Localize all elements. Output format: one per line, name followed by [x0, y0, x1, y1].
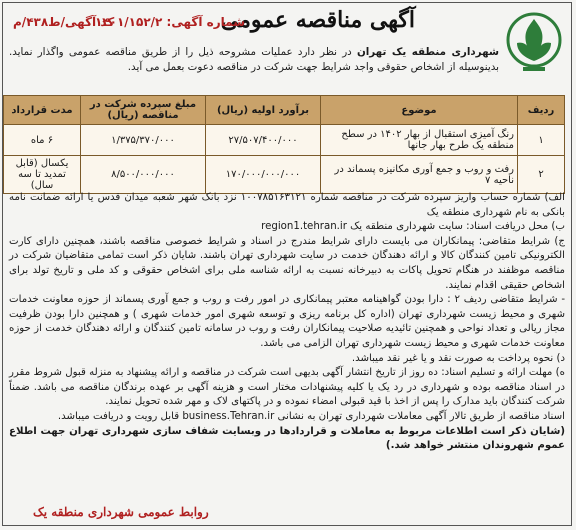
table-header-row — [4, 96, 565, 125]
notice-header — [9, 7, 565, 45]
notice-title: آگهی مناقصه عمومی — [220, 7, 415, 33]
cell-deposit: ۸/۵۰۰/۰۰۰/۰۰۰ — [81, 156, 206, 194]
payment-method-paragraph: د) نحوه پرداخت به صورت نقد و یا غیر نقد میباشد. — [351, 352, 565, 364]
notice-code: کد آگهی/ط۴۳۸/م — [13, 15, 115, 29]
col-duration: مدت قرارداد — [4, 96, 81, 125]
notice-number: شماره آگهی: ۱۴۰۱/۱۵۲/۲ — [94, 15, 245, 29]
intro-paragraph — [9, 45, 499, 75]
cell-row: ۲ — [518, 156, 565, 194]
notice-body — [9, 191, 565, 454]
table-row — [4, 125, 565, 156]
col-row: ردیف — [518, 96, 565, 125]
tender-table — [3, 95, 565, 194]
col-subject: موضوع — [321, 96, 518, 125]
row2-conditions-paragraph: - شرایط متقاضی ردیف ۲ : دارا بودن گواهینامه معتبر پیمانکاری در امور رفت و روب و جمع آوری پسماند از حوزه معاونت خدمات شهری و محیط زیست شهرداری تهران (اداره کل برنامه ریزی و توسعه شهری امور خدمات شهری ) و همچنین دارا بودن ظرفیت مجاز ریالی و تعداد نواحی و همچنین تائیدیه صلاحیت پیمانکاران رفت و روب در سامانه تامین کنندگان و ارائه دهندگان خدمت از حوزه معاونت خدمات شهری و محیط زیست شهرداری تهران الزامی می باشد. — [9, 294, 566, 349]
deadline-paragraph: ه) مهلت ارائه و تسلیم اسناد: ده روز از تاریخ انتشار آگهی بدیهی است شرکت در مناقصه و ارائه پیشنهاد به منزله قبول شروط مقرر در اسناد مناقصه بوده و شهرداری در رد یک یا کلیه پیشنهادات مختار است و هزینه آگهی بر عهده برندگان مناقصه می باشد. ضمناً شرکت کنندگان باید مدارک را پس از اخذ با قید قبولی امضاء نموده و در پاکتهای لاک و مهر شده تحویل نمایند. — [9, 367, 565, 408]
footer-signature: روابط عمومی شهرداری منطقه یک — [33, 505, 209, 519]
intro-lead: شهرداری منطقه یک تهران — [356, 46, 499, 58]
cell-estimate: ۲۷/۵۰۷/۴۰۰/۰۰۰ — [206, 125, 321, 156]
applicant-conditions-paragraph: ج) شرایط متقاضی: پیمانکاران می بایست دارای شرایط مندرج در اسناد و شرایط خصوصی مناقصه باشند، همچنین دارای کارت الکترونیکی تامین کنندگان کالا و ارائه دهندگان خدمت در سایت شهرداری تهران باشند. شایان ذکر است تمامی متقاضیان شرکت در مناقصه موظفند در هنگام تحویل پاکات به دبیرخانه نسبت به ارائه شناسه ملی برای اشخاص حقوقی و کد ملی و تاریخ تولد برای اشخاص حقیقی اقدام نمایند. — [9, 235, 565, 291]
tehran-municipality-logo-icon — [505, 11, 563, 73]
documents-location-paragraph: ب) محل دریافت اسناد: سایت شهرداری منطقه یک region1.tehran.ir — [261, 221, 565, 233]
intro-text: در نظر دارد عملیات مشروحه ذیل را از طریق مناقصه عمومی واگذار نماید. بدینوسیله از اشخاص حقوقی واجد شرایط جهت شرکت در مناقصه دعوت بعمل می آید. — [9, 46, 499, 73]
col-deposit: مبلغ سپرده شرکت در مناقصه (ریال) — [81, 96, 206, 125]
documents-portal-paragraph: اسناد مناقصه از طریق تالار آگهی معاملات شهرداری تهران به نشانی business.Tehran.ir قابل رویت و دریافت میباشد. — [57, 410, 565, 422]
cell-deposit: ۱/۳۷۵/۳۷۰/۰۰۰ — [81, 125, 206, 156]
table-row — [4, 156, 565, 194]
col-estimate: برآورد اولیه (ریال) — [206, 96, 321, 125]
cell-row: ۱ — [518, 125, 565, 156]
cell-duration: ۶ ماه — [4, 125, 81, 156]
transparency-note: (شایان ذکر است اطلاعات مربوط به معاملات و قراردادها در وبسایت شفاف سازی شهرداری تهران جهت اطلاع عموم شهروندان منتشر خواهد شد.) — [9, 425, 565, 452]
cell-subject: رنگ آمیزی استقبال از بهار ۱۴۰۲ در سطح منطقه یک طرح بهار جانها — [321, 125, 518, 156]
notice-frame — [2, 2, 572, 526]
cell-duration: یکسال (قابل تمدید تا سه سال) — [4, 156, 81, 194]
deposit-account-paragraph: الف) شماره حساب واریز سپرده شرکت در مناقصه شماره ۱۰۰۷۸۵۱۶۳۱۲۱ نزد بانک شهر شعبه میدان قدس یا ارائه ضمانت نامه بانکی به نام شهرداری منطقه یک — [9, 192, 565, 218]
cell-subject: رفت و روب و جمع آوری مکانیزه پسماند در ناحیه ۷ — [321, 156, 518, 194]
cell-estimate: ۱۷۰/۰۰۰/۰۰۰/۰۰۰ — [206, 156, 321, 194]
